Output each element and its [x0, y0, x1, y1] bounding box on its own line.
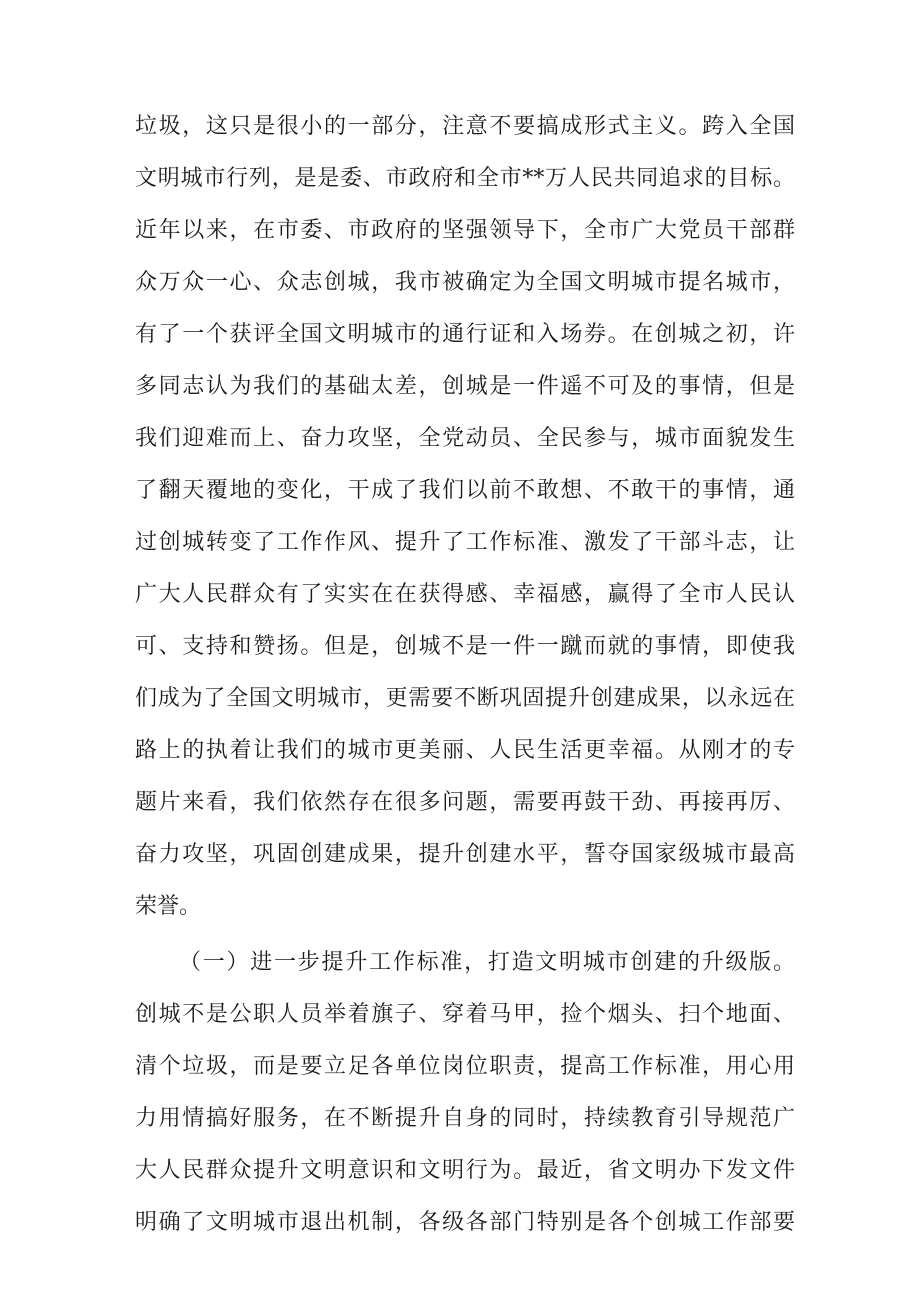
text-line: 了翻天覆地的变化，干成了我们以前不敢想、不敢干的事情，通 [135, 478, 795, 503]
text-line: 力用情搞好服务，在不断提升自身的同时，持续教育引导规范广 [135, 1106, 795, 1131]
section-heading: （一）进一步提升工作标准，打造文明城市创建的升级版。 [179, 950, 795, 975]
text-line: 清个垃圾，而是要立足各单位岗位职责，提高工作标准，用心用 [135, 1054, 795, 1079]
text-line: 们成为了全国文明城市，更需要不断巩固提升创建成果，以永远在 [135, 686, 795, 711]
text-line: 众万众一心、众志创城，我市被确定为全国文明城市提名城市， [135, 270, 795, 295]
text-line: 路上的执着让我们的城市更美丽、人民生活更幸福。从刚才的专 [135, 738, 795, 763]
text-line: 垃圾，这只是很小的一部分，注意不要搞成形式主义。跨入全国 [135, 114, 795, 139]
text-line: 多同志认为我们的基础太差，创城是一件遥不可及的事情，但是 [135, 374, 795, 399]
text-line: 奋力攻坚，巩固创建成果，提升创建水平，誓夺国家级城市最高 [135, 842, 795, 867]
text-line: 广大人民群众有了实实在在获得感、幸福感，赢得了全市人民认 [135, 582, 795, 607]
text-line: 题片来看，我们依然存在很多问题，需要再鼓干劲、再接再厉、 [135, 790, 795, 815]
text-line: 大人民群众提升文明意识和文明行为。最近，省文明办下发文件 [135, 1158, 795, 1183]
text-line: 有了一个获评全国文明城市的通行证和入场券。在创城之初，许 [135, 322, 795, 347]
text-line: 明确了文明城市退出机制，各级各部门特别是各个创城工作部要 [135, 1210, 795, 1235]
text-line: 可、支持和赞扬。但是，创城不是一件一蹴而就的事情，即使我 [135, 634, 795, 659]
text-line: 近年以来，在市委、市政府的坚强领导下，全市广大党员干部群 [135, 218, 795, 243]
text-line: 过创城转变了工作作风、提升了工作标准、激发了干部斗志，让 [135, 530, 795, 555]
text-line: 创城不是公职人员举着旗子、穿着马甲，捡个烟头、扫个地面、 [135, 1002, 795, 1027]
text-line: 文明城市行列，是是委、市政府和全市**万人民共同追求的目标。 [135, 166, 795, 191]
text-line: 我们迎难而上、奋力攻坚，全党动员、全民参与，城市面貌发生 [135, 426, 795, 451]
text-line: 荣誉。 [135, 894, 202, 919]
